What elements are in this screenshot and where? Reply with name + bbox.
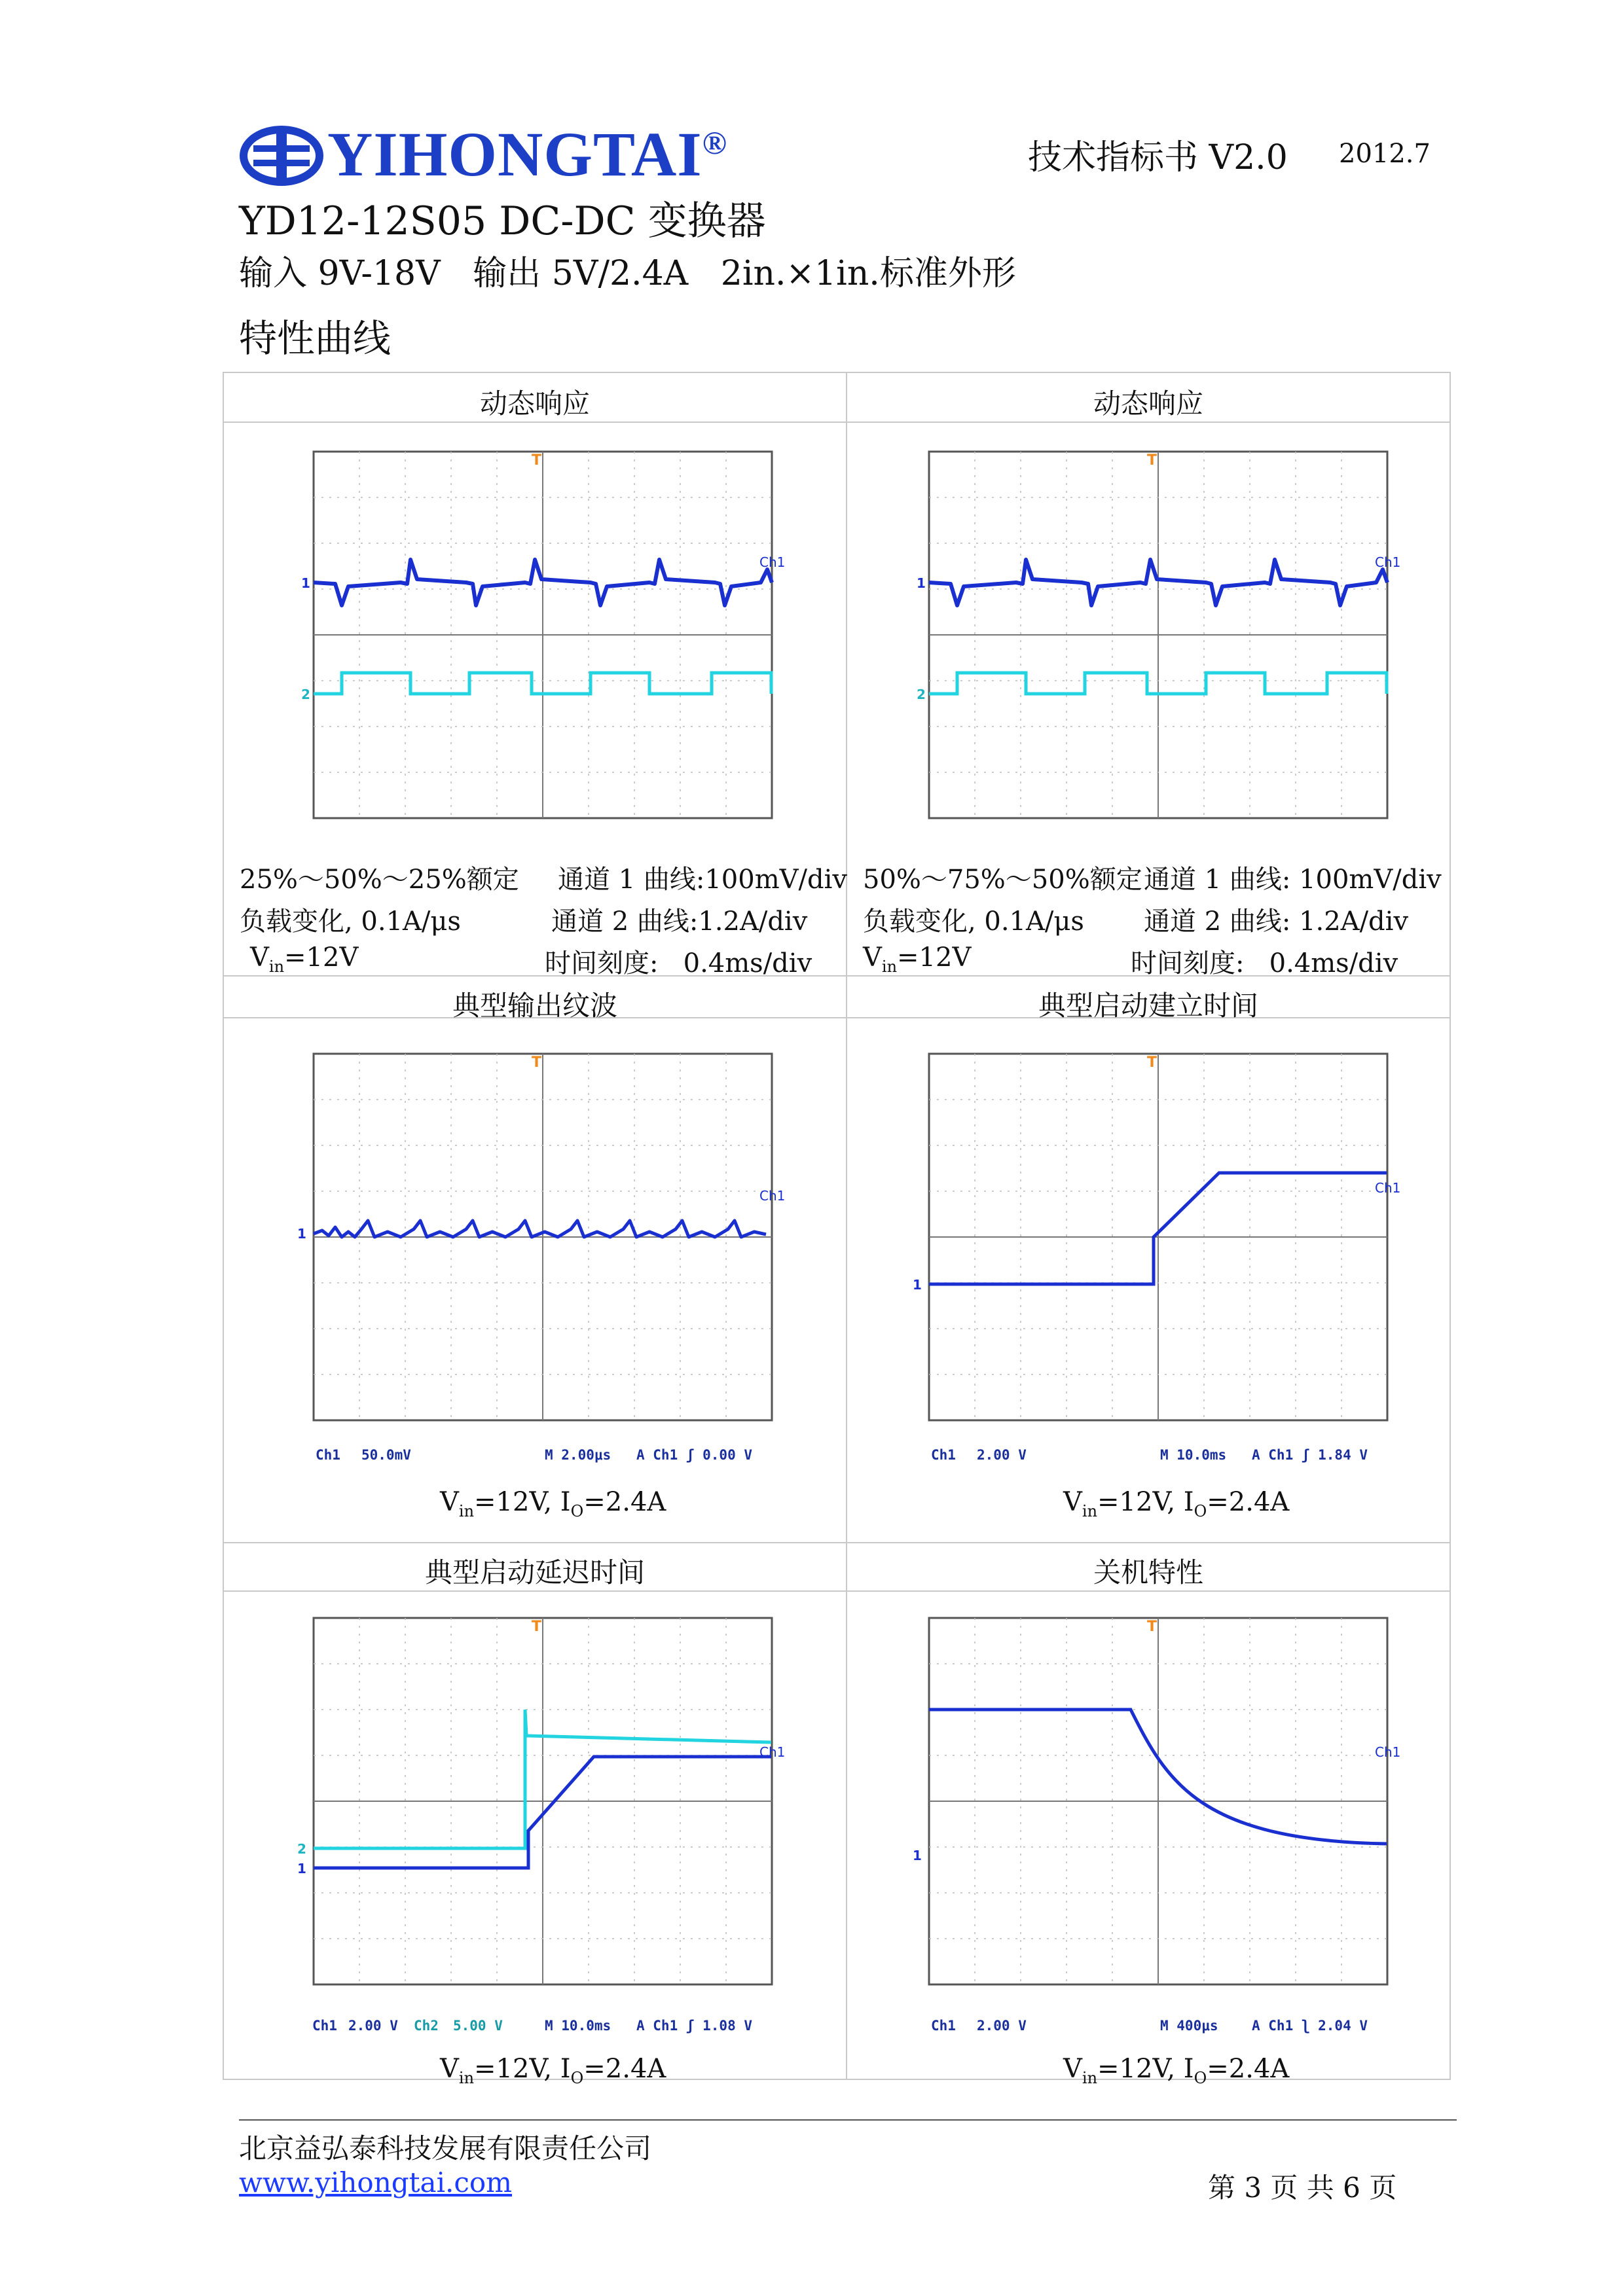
- trigger-marker-icon: T: [1147, 452, 1158, 469]
- status-time: M 400μs: [1160, 2018, 1218, 2034]
- ch1-label: Ch1: [1375, 554, 1401, 570]
- panel-title: 动态响应: [1093, 387, 1203, 420]
- status-scale: 2.00 V: [348, 2018, 398, 2034]
- scope-dynamic-response-2: [898, 439, 1409, 844]
- ch1-marker-icon: 1: [913, 1848, 922, 1863]
- ch1-marker-icon: 1: [297, 1226, 306, 1242]
- company-website-link[interactable]: www.yihongtai.com: [239, 2166, 512, 2198]
- status-ch: Ch1: [931, 2018, 956, 2034]
- caption-text: 负载变化, 0.1A/μs: [863, 906, 1084, 937]
- caption-text: 25%～50%～25%额定: [240, 865, 519, 895]
- trigger-marker-icon: T: [1147, 1619, 1158, 1635]
- page-number: 第 3 页 共 6 页: [1208, 2172, 1397, 2204]
- spec-line: 输入 9V-18V 输出 5V/2.4A 2in.×1in.标准外形: [239, 254, 1016, 293]
- trigger-marker-icon: T: [532, 452, 542, 469]
- ch1-marker-icon: 1: [913, 1277, 922, 1293]
- caption-text: $V_{in}=12V$, $I_O=2.4A$: [440, 1487, 666, 1520]
- doc-title: 技术指标书 V2.0: [1028, 138, 1288, 177]
- status-trigger: A Ch1 ʃ 0.00 V: [636, 1447, 753, 1463]
- ch2-marker-icon: 2: [301, 687, 310, 702]
- caption-text: 通道 1 曲线: 100mV/div: [1144, 865, 1442, 895]
- status-ch: Ch1: [316, 1447, 340, 1463]
- status-ch: Ch1: [931, 1447, 956, 1463]
- status-scale: 50.0mV: [361, 1447, 411, 1463]
- trigger-marker-icon: T: [532, 1054, 542, 1071]
- status-ch: Ch1: [312, 2018, 337, 2034]
- trigger-marker-icon: T: [1147, 1054, 1158, 1071]
- caption-text: 通道 1 曲线:100mV/div: [558, 865, 847, 895]
- ch1-marker-icon: 1: [301, 575, 310, 591]
- panel-title: 关机特性: [1093, 1556, 1203, 1588]
- caption-text: $V_{in}=12V$, $I_O=2.4A$: [1063, 2054, 1290, 2087]
- panel-title: 动态响应: [479, 387, 590, 420]
- caption-text: 时间刻度: 0.4ms/div: [545, 948, 812, 978]
- scope-startup-delay: [283, 1605, 793, 2043]
- footer-divider: [239, 2119, 1457, 2121]
- ch1-marker-icon: 1: [297, 1861, 306, 1876]
- status-scale2: 5.00 V: [453, 2018, 503, 2034]
- caption-text: 负载变化, 0.1A/μs: [240, 906, 461, 937]
- caption-text: 通道 2 曲线: 1.2A/div: [1144, 906, 1409, 937]
- brand-logo-icon: [239, 123, 324, 188]
- ch1-label: Ch1: [759, 1744, 786, 1760]
- status-trigger: A Ch1 ʅ 2.04 V: [1252, 2018, 1368, 2034]
- caption-text: $V_{in}=12V$: [250, 942, 359, 976]
- doc-date: 2012.7: [1339, 139, 1431, 169]
- status-scale: 2.00 V: [977, 1447, 1027, 1463]
- status-ch2: Ch2: [414, 2018, 439, 2034]
- scope-shutdown: [898, 1605, 1409, 2043]
- status-trigger: A Ch1 ʃ 1.08 V: [636, 2018, 753, 2034]
- status-time: M 10.0ms: [545, 2018, 611, 2034]
- ch1-label: Ch1: [1375, 1180, 1401, 1196]
- caption-text: $V_{in}=12V$: [863, 942, 972, 976]
- status-trigger: A Ch1 ʃ 1.84 V: [1252, 1447, 1368, 1463]
- scope-output-ripple: [283, 1041, 793, 1473]
- ch2-marker-icon: 2: [917, 687, 926, 702]
- section-title: 特性曲线: [239, 316, 392, 361]
- company-name: 北京益弘泰科技发展有限责任公司: [239, 2132, 652, 2164]
- ch1-marker-icon: 1: [917, 575, 926, 591]
- panel-title: 典型输出纹波: [452, 990, 617, 1022]
- ch1-label: Ch1: [1375, 1744, 1401, 1760]
- caption-text: 50%～75%～50%额定: [863, 865, 1142, 895]
- curves-table: [223, 372, 1451, 2087]
- ch1-label: Ch1: [759, 554, 786, 570]
- caption-text: $V_{in}=12V$, $I_O=2.4A$: [440, 2054, 666, 2087]
- scope-startup-rise: [898, 1041, 1409, 1473]
- trigger-marker-icon: T: [532, 1619, 542, 1635]
- scope-dynamic-response-1: [283, 439, 793, 844]
- brand-name: YIHONGTAI®: [327, 119, 727, 189]
- caption-text: 时间刻度: 0.4ms/div: [1131, 948, 1398, 978]
- status-time: M 10.0ms: [1160, 1447, 1227, 1463]
- panel-title: 典型启动建立时间: [1038, 990, 1258, 1022]
- status-scale: 2.00 V: [977, 2018, 1027, 2034]
- ch1-label: Ch1: [759, 1188, 786, 1204]
- caption-text: $V_{in}=12V$, $I_O=2.4A$: [1063, 1487, 1290, 1520]
- caption-text: 通道 2 曲线:1.2A/div: [551, 906, 808, 937]
- model-title: YD12-12S05 DC-DC 变换器: [239, 198, 766, 244]
- panel-title: 典型启动延迟时间: [424, 1556, 645, 1588]
- status-time: M 2.00μs: [545, 1447, 611, 1463]
- ch2-marker-icon: 2: [297, 1841, 306, 1857]
